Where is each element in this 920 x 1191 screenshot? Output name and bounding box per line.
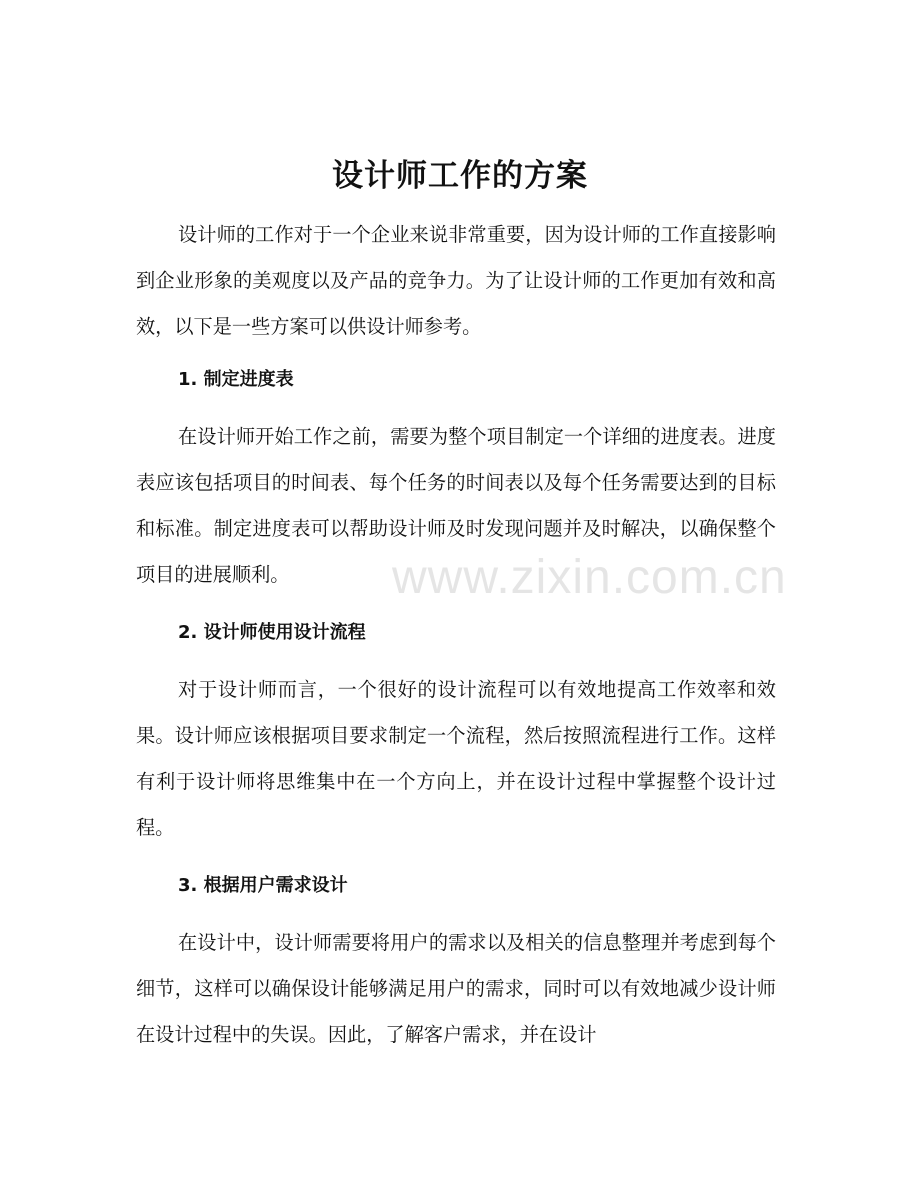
watermark: www.zixin.com.cn — [392, 551, 787, 604]
section-heading-3: 3. 根据用户需求设计 — [178, 875, 348, 896]
section-body-1: 在设计师开始工作之前，需要为整个项目制定一个详细的进度表。进度表应该包括项目的时间表、每个任务的时间表以及每个任务需要达到的目标和标准。制定进度表可以帮助设计师及时发现问题并及时解决，以确保整个项目的进展顺利。 — [136, 425, 776, 586]
section-body-3: 在设计中，设计师需要将用户的需求以及相关的信息整理并考虑到每个细节，这样可以确保设计能够满足用户的需求，同时可以有效地减少设计师在设计过程中的失误。因此，了解客户需求，并在设计 — [136, 931, 776, 1046]
section-heading-1: 1. 制定进度表 — [178, 369, 294, 390]
document-title: 设计师工作的方案 — [332, 158, 588, 194]
intro-paragraph: 设计师的工作对于一个企业来说非常重要，因为设计师的工作直接影响到企业形象的美观度以及产品的竞争力。为了让设计师的工作更加有效和高效，以下是一些方案可以供设计师参考。 — [136, 223, 776, 338]
section-heading-2: 2. 设计师使用设计流程 — [178, 622, 366, 643]
section-body-2: 对于设计师而言，一个很好的设计流程可以有效地提高工作效率和效果。设计师应该根据项目要求制定一个流程，然后按照流程进行工作。这样有利于设计师将思维集中在一个方向上，并在设计过程中掌握整个设计过程。 — [136, 678, 776, 839]
